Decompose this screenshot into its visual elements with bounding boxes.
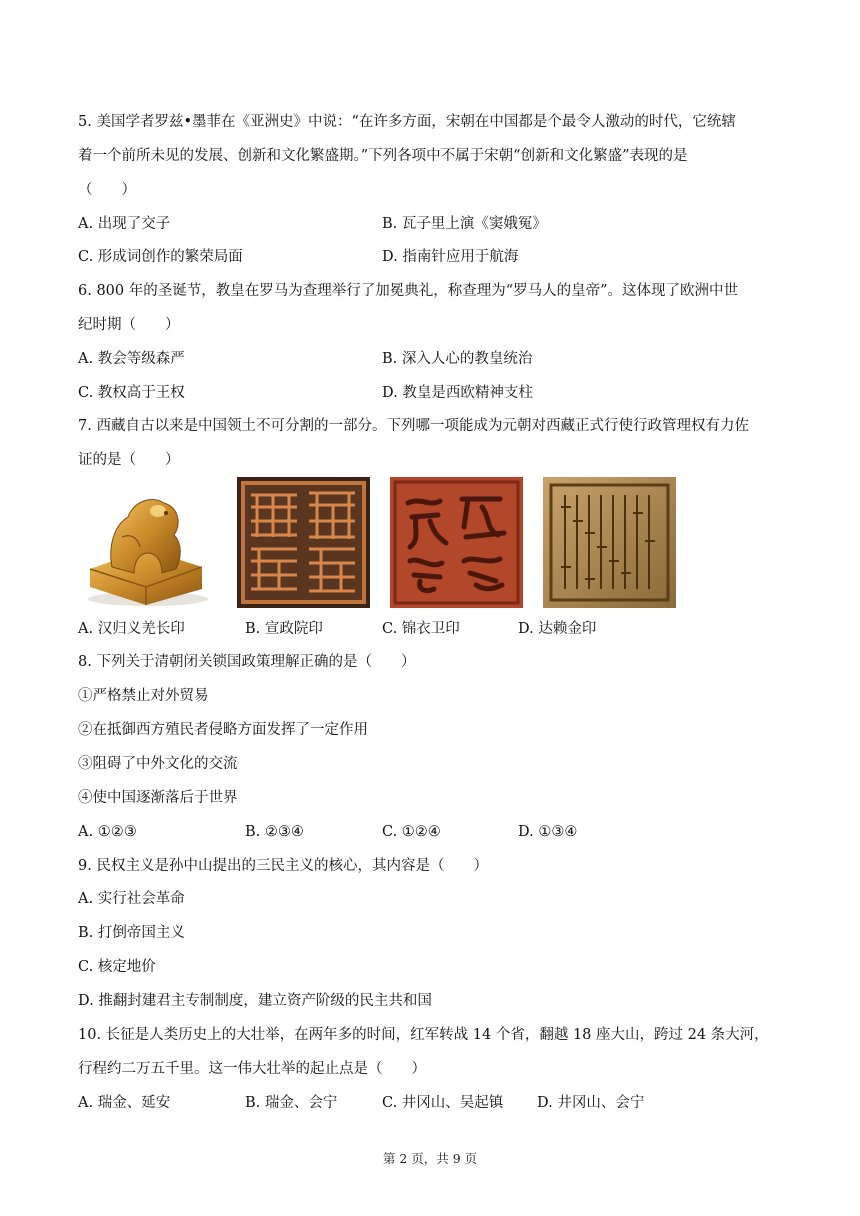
q7-stem-line1: 7. 西藏自古以来是中国领土不可分割的一部分。下列哪一项能成为元朝对西藏正式行使行政管理权有力佐: [78, 418, 749, 434]
q10-option-d: D. 井冈山、会宁: [537, 1095, 645, 1111]
page-number-footer: 第 2 页，共 9 页: [382, 1151, 478, 1166]
q8-statement-1: ①严格禁止对外贸易: [78, 688, 209, 704]
gold-seal-image: [78, 477, 211, 608]
q6-stem-line1: 6. 800 年的圣诞节，教皇在罗马为查理举行了加冕典礼，称查理为“罗马人的皇帝”。这体现了欧洲中世: [78, 283, 739, 299]
q10-option-b: B. 瑞金、会宁: [245, 1095, 338, 1111]
q6-option-b: B. 深入人心的教皇统治: [382, 351, 533, 367]
q8-option-b: B. ②③④: [245, 824, 304, 840]
q7-option-b: B. 宣政院印: [245, 621, 323, 637]
q6-stem-line2: 纪时期（ ）: [78, 317, 180, 333]
q9-option-b: B. 打倒帝国主义: [78, 925, 185, 941]
q7-stem-line2: 证的是（ ）: [78, 452, 180, 468]
q8-statement-2: ②在抵御西方殖民者侵略方面发挥了一定作用: [78, 722, 368, 738]
q9-option-d: D. 推翻封建君主专制制度，建立资产阶级的民主共和国: [78, 993, 432, 1009]
q10-stem-line2: 行程约二万五千里。这一伟大壮举的起止点是（ ）: [78, 1061, 426, 1077]
q8-stem: 8. 下列关于清朝闭关锁国政策理解正确的是（ ）: [78, 654, 416, 670]
q5-blank: （ ）: [78, 182, 136, 198]
dalai-gold-seal-image: [543, 477, 676, 608]
q9-option-c: C. 核定地价: [78, 959, 156, 975]
q6-option-a: A. 教会等级森严: [78, 351, 185, 367]
q8-statement-3: ③阻碍了中外文化的交流: [78, 756, 238, 772]
q9-option-a: A. 实行社会革命: [78, 891, 185, 907]
q7-option-c: C. 锦衣卫印: [382, 621, 460, 637]
q10-stem-line1: 10. 长征是人类历史上的大壮举，在两年多的时间，红军转战 14 个省，翻越 18 座大山，跨过 24 条大河，: [78, 1027, 769, 1043]
xuanzhengyuan-seal-image: [237, 477, 370, 608]
q9-stem: 9. 民权主义是孙中山提出的三民主义的核心，其内容是（ ）: [78, 858, 488, 874]
q7-option-d: D. 达赖金印: [518, 621, 597, 637]
q6-option-d: D. 教皇是西欧精神支柱: [382, 385, 533, 401]
q10-option-a: A. 瑞金、延安: [78, 1095, 171, 1111]
q5-option-c: C. 形成词创作的繁荣局面: [78, 249, 243, 265]
q8-option-a: A. ①②③: [78, 824, 137, 840]
q5-option-d: D. 指南针应用于航海: [382, 249, 519, 265]
q6-option-c: C. 教权高于王权: [78, 385, 185, 401]
q5-option-a: A. 出现了交子: [78, 216, 171, 232]
q8-option-d: D. ①③④: [518, 824, 578, 840]
jinyiwei-seal-image: [390, 477, 523, 608]
q8-option-c: C. ①②④: [382, 824, 441, 840]
q5-stem-line2: 着一个前所未见的发展、创新和文化繁盛期。”下列各项中不属于宋朝“创新和文化繁盛”表现的是: [78, 148, 688, 164]
q5-stem-line1: 5. 美国学者罗兹•墨菲在《亚洲史》中说：“在许多方面，宋朝在中国都是个最令人激动的时代，它统辖: [78, 114, 736, 130]
q7-option-a: A. 汉归义羌长印: [78, 621, 185, 637]
q5-option-b: B. 瓦子里上演《窦娥冤》: [382, 216, 547, 232]
q8-statement-4: ④使中国逐渐落后于世界: [78, 790, 238, 806]
q10-option-c: C. 井冈山、吴起镇: [382, 1095, 504, 1111]
